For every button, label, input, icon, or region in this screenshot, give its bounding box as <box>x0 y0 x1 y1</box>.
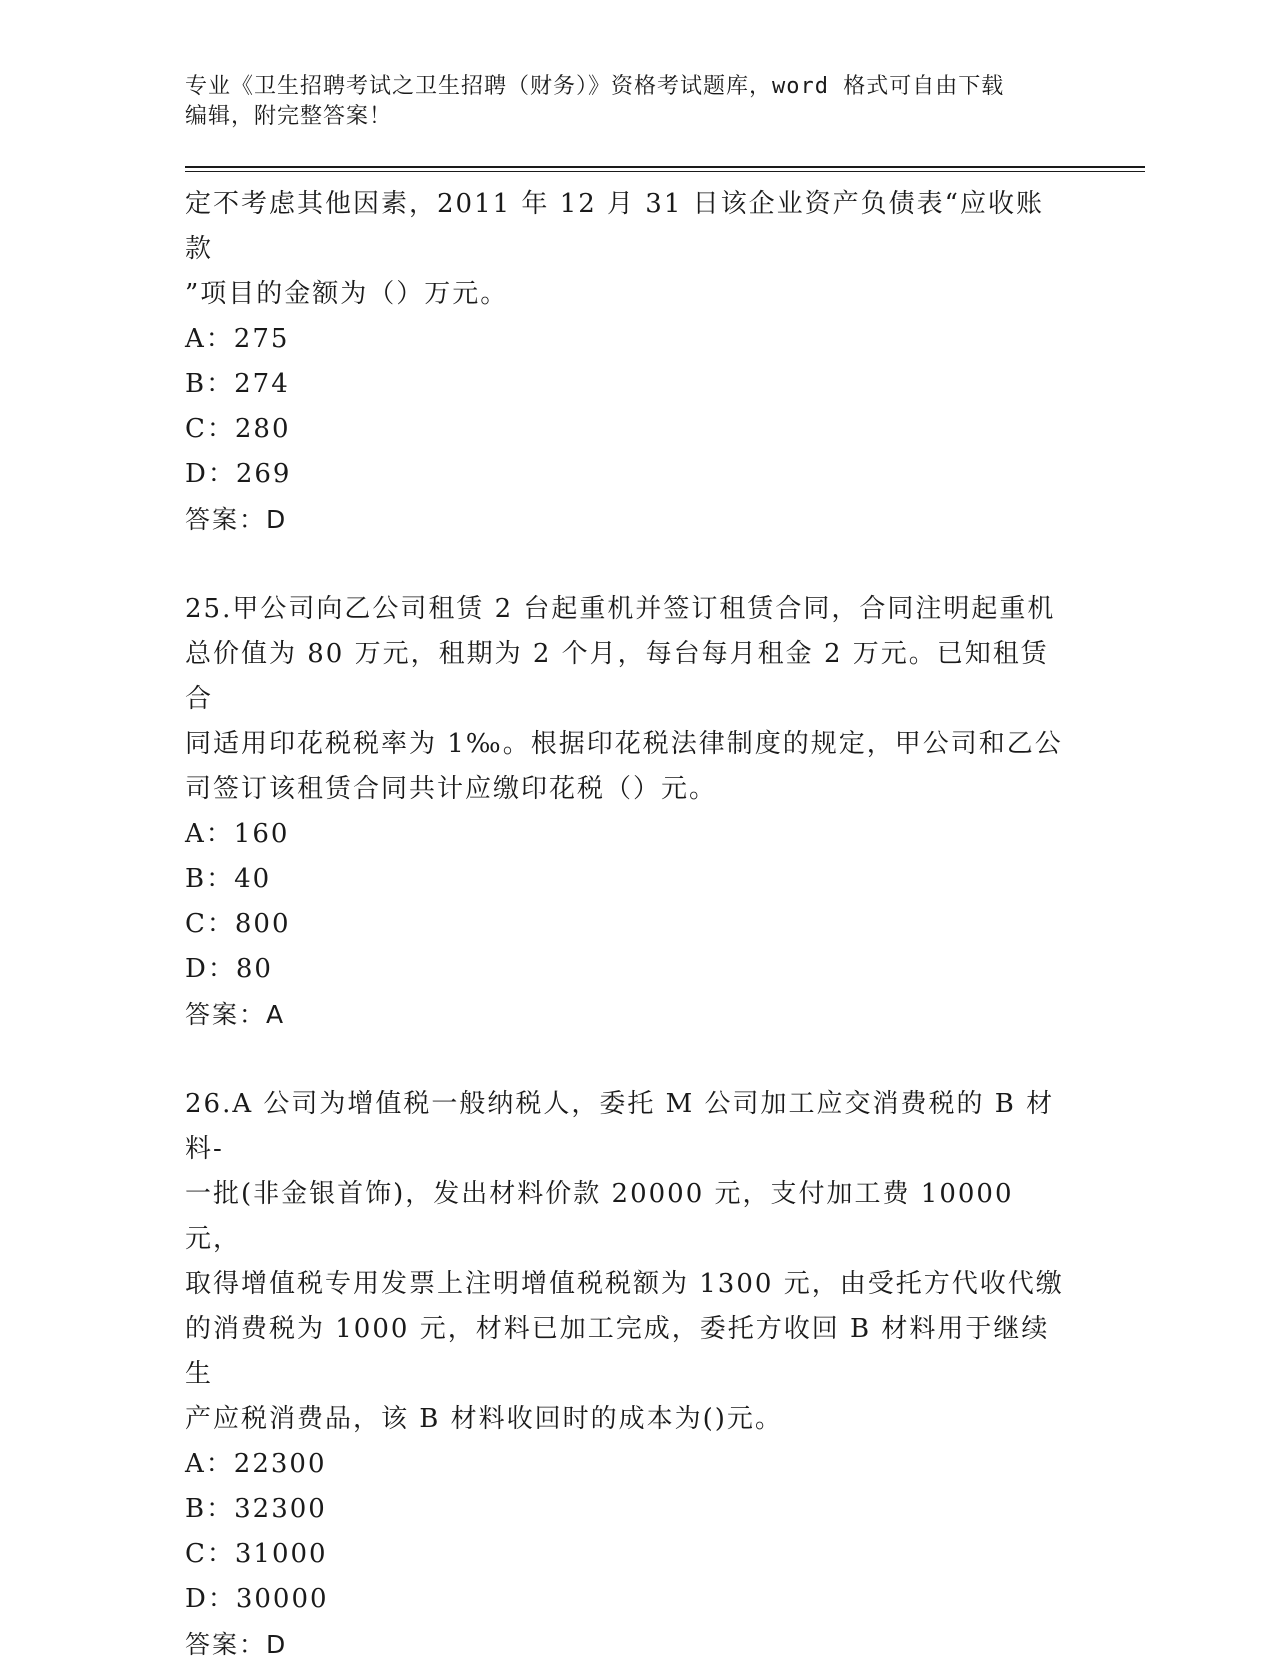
question-list <box>185 182 1145 1667</box>
question-block <box>185 1082 1145 1667</box>
question-text <box>185 587 1065 812</box>
option-a: A：275 <box>185 324 290 354</box>
question-line: 取得增值税专用发票上注明增值税税额为 1300 元，由受托方代收代缴 <box>185 1269 1064 1299</box>
question-block <box>185 182 1145 542</box>
option-c: C：280 <box>185 414 291 444</box>
spacer <box>185 542 1145 587</box>
question-line: 司签订该租赁合同共计应缴印花税（）元。 <box>185 774 718 804</box>
question-block <box>185 587 1145 1037</box>
option-a: A：160 <box>185 819 290 849</box>
question-text <box>185 182 1065 317</box>
header-divider <box>185 166 1145 172</box>
document-header <box>185 72 1085 132</box>
option-b: B：40 <box>185 864 272 894</box>
header-line-1: 专业《卫生招聘考试之卫生招聘（财务）》资格考试题库，word 格式可自由下载 <box>185 74 1005 99</box>
answer-line: 答案：A <box>185 1000 286 1029</box>
document-page <box>185 72 1145 1667</box>
question-line: 同适用印花税税率为 1‰。根据印花税法律制度的规定，甲公司和乙公 <box>185 729 1063 759</box>
option-b: B：274 <box>185 369 290 399</box>
question-line: 26.A 公司为增值税一般纳税人，委托 M 公司加工应交消费税的 B 材料- <box>185 1089 1055 1164</box>
question-line: ”项目的金额为（）万元。 <box>185 279 509 309</box>
option-a: A：22300 <box>185 1449 327 1479</box>
option-d: D：269 <box>185 459 292 489</box>
option-c: C：31000 <box>185 1539 328 1569</box>
question-line: 的消费税为 1000 元，材料已加工完成，委托方收回 B 材料用于继续生 <box>185 1314 1050 1389</box>
question-line: 总价值为 80 万元，租期为 2 个月，每台每月租金 2 万元。已知租赁合 <box>185 639 1049 714</box>
question-line: 一批(非金银首饰)，发出材料价款 20000 元，支付加工费 10000 元， <box>185 1179 1014 1254</box>
option-d: D：30000 <box>185 1584 329 1614</box>
question-line: 25.甲公司向乙公司租赁 2 台起重机并签订租赁合同，合同注明起重机 <box>185 594 1056 624</box>
question-line: 定不考虑其他因素，2011 年 12 月 31 日该企业资产负债表“应收账款 <box>185 189 1044 264</box>
option-c: C：800 <box>185 909 291 939</box>
option-d: D：80 <box>185 954 273 984</box>
option-b: B：32300 <box>185 1494 327 1524</box>
answer-line: 答案：D <box>185 505 288 534</box>
header-line-2: 编辑，附完整答案！ <box>185 104 393 129</box>
spacer <box>185 1037 1145 1082</box>
answer-line: 答案：D <box>185 1630 288 1659</box>
question-text <box>185 1082 1065 1442</box>
question-line: 产应税消费品，该 B 材料收回时的成本为()元。 <box>185 1404 783 1434</box>
